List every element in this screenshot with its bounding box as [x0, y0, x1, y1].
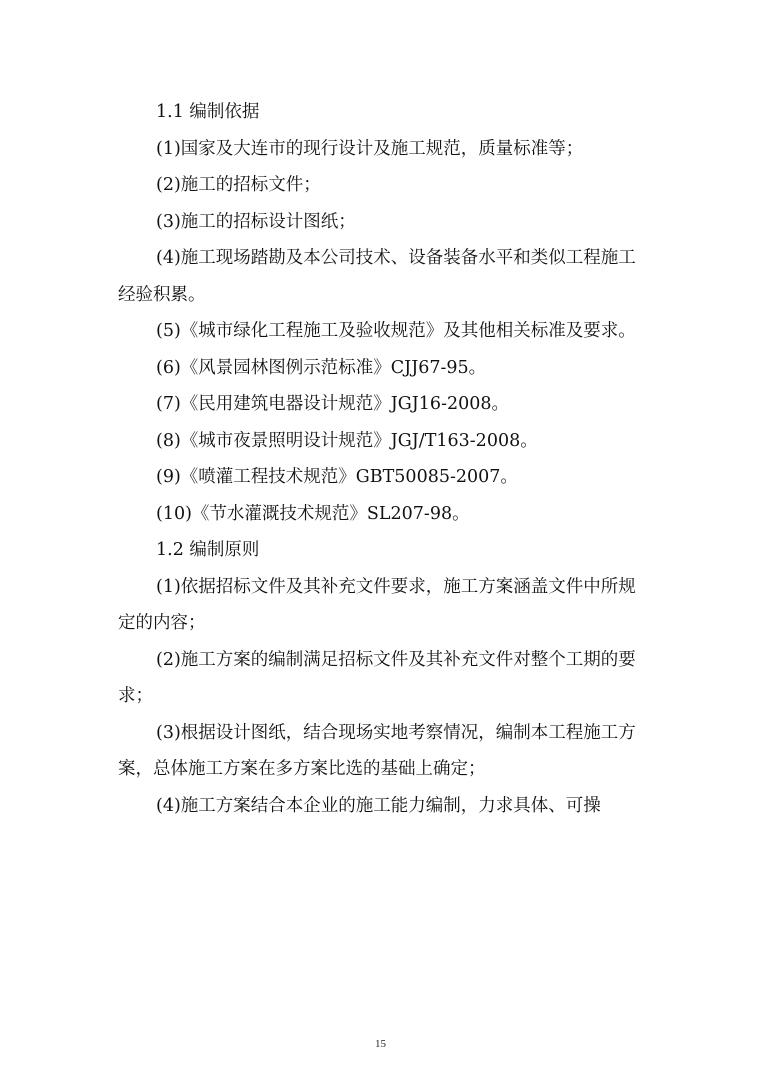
basis-item-2: (2)施工的招标文件；	[156, 175, 321, 195]
basis-item-8: (8)《城市夜景照明设计规范》JGJ/T163-2008。	[156, 430, 538, 451]
section-heading-principles: 1.2 编制原则	[156, 540, 260, 560]
principle-item-2: (2)施工方案的编制满足招标文件及其补充文件对整个工期的要求；	[118, 649, 636, 706]
principle-item-3: (3)根据设计图纸，结合现场实地考察情况，编制本工程施工方案，总体施工方案在多方案比选的基础上确定；	[118, 722, 636, 779]
principle-item-1: (1)依据招标文件及其补充文件要求，施工方案涵盖文件中所规定的内容；	[118, 576, 636, 633]
basis-item-5: (5)《城市绿化工程施工及验收规范》及其他相关标准及要求。	[156, 321, 636, 341]
page-number: 15	[375, 1038, 386, 1050]
basis-item-3: (3)施工的招标设计图纸；	[156, 211, 356, 232]
basis-item-10: (10)《节水灌溉技术规范》SL207-98。	[156, 503, 470, 524]
principle-item-4: (4)施工方案结合本企业的施工能力编制，力求具体、可操	[156, 795, 601, 816]
basis-item-6: (6)《风景园林图例示范标准》CJJ67-95。	[156, 357, 487, 378]
document-body	[118, 94, 643, 824]
basis-item-7: (7)《民用建筑电器设计规范》JGJ16-2008。	[156, 394, 510, 414]
basis-item-4: (4)施工现场踏勘及本公司技术、设备装备水平和类似工程施工经验积累。	[118, 248, 636, 305]
basis-item-9: (9)《喷灌工程技术规范》GBT50085-2007。	[156, 467, 518, 487]
basis-item-1: (1)国家及大连市的现行设计及施工规范，质量标准等；	[156, 138, 584, 159]
section-heading-basis: 1.1 编制依据	[156, 102, 260, 122]
